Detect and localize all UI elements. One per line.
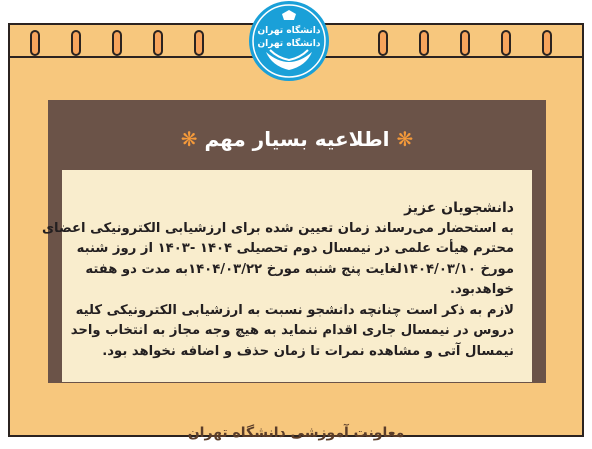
notice-title: اطلاعیه بسیار مهم: [204, 127, 390, 151]
notice-title-bar: [48, 124, 546, 154]
notice-line: لازم به ذکر است چنانچه دانشجو نسبت به ارزشیابی الکترونیکی کلیه: [75, 302, 514, 318]
notice-line: خواهدبود.: [449, 282, 514, 297]
logo-text: دانشگاه تهران: [257, 39, 321, 49]
notice-line: دروس در نیمسال جاری اقدام ننماید به هیچ وجه مجاز به انتخاب واحد: [70, 323, 514, 338]
binder-ring: [542, 30, 552, 56]
notice-greeting: دانشجویان عزیز: [404, 200, 514, 216]
notice-line: به استحضار می‌رساند زمان تعیین شده برای ارزشیابی الکترونیکی اعضای: [41, 220, 514, 236]
binder-ring: [378, 30, 388, 56]
notice-line: مورخ ۱۴۰۴/۰۳/۱۰لغایت پنج شنبه مورخ ۱۴۰۴/۰۳/۲۲به مدت دو هفته: [85, 261, 514, 277]
binder-ring: [153, 30, 163, 56]
star-icon: ❋: [396, 127, 414, 151]
binder-ring: [419, 30, 429, 56]
signature: معاونت آموزشی دانشگاه تهران: [187, 425, 405, 441]
binder-ring: [460, 30, 470, 56]
notice-line: نیمسال آتی و مشاهده نمرات تا زمان حذف و اضافه نخواهد بود.: [102, 343, 514, 359]
logo-text-top: دانشگاه تهران: [257, 26, 321, 36]
notice-line: محترم هیأت علمی در نیمسال دوم تحصیلی ۱۴۰۴ -۱۴۰۳ از روز شنبه: [76, 241, 514, 256]
binder-ring: [112, 30, 122, 56]
star-icon: ❋: [180, 127, 198, 151]
binder-ring: [194, 30, 204, 56]
binder-ring: [501, 30, 511, 56]
binder-ring: [71, 30, 81, 56]
university-logo: [248, 0, 330, 82]
notice-body: [41, 198, 514, 362]
binder-ring: [30, 30, 40, 56]
